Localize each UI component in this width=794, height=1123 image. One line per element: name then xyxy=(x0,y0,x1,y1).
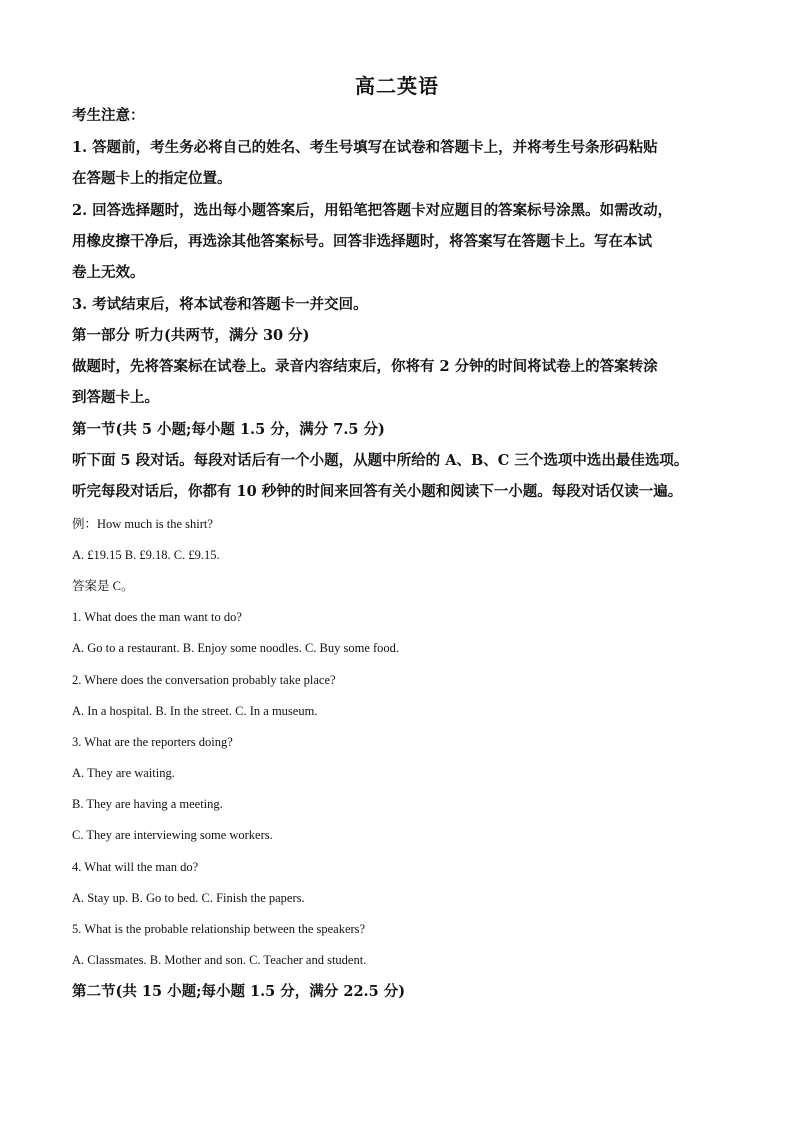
question-2: 2. Where does the conversation probably take place? xyxy=(72,673,336,687)
example-options: A. £19.15 B. £9.18. C. £9.15. xyxy=(72,548,220,562)
part1-instruction-1: 做题时，先将答案标在试卷上。录音内容结束后，你将有 2 分钟的时间将试卷上的答案转涂 xyxy=(72,358,658,375)
notice-line-4: 用橡皮擦干净后，再选涂其他答案标号。回答非选择题时，将答案写在答题卡上。写在本试 xyxy=(72,233,652,250)
section2-heading: 第二节(共 15 小题;每小题 1.5 分，满分 22.5 分) xyxy=(72,983,406,1000)
notice-line-3: 2. 回答选择题时，选出每小题答案后，用铅笔把答题卡对应题目的答案标号涂黑。如需改动， xyxy=(72,202,673,219)
section1-instruction-1: 听下面 5 段对话。每段对话后有一个小题，从题中所给的 A、B、C 三个选项中选出最佳选项。 xyxy=(72,452,689,469)
example-question: 例：How much is the shirt? xyxy=(72,517,213,531)
part1-instruction-2: 到答题卡上。 xyxy=(72,389,159,406)
question-3-option-c: C. They are interviewing some workers. xyxy=(72,828,273,842)
question-3: 3. What are the reporters doing? xyxy=(72,735,233,749)
notice-line-5: 卷上无效。 xyxy=(72,264,145,281)
question-3-option-b: B. They are having a meeting. xyxy=(72,797,223,811)
question-4-options: A. Stay up. B. Go to bed. C. Finish the papers. xyxy=(72,891,305,905)
notice-line-2: 在答题卡上的指定位置。 xyxy=(72,170,232,187)
question-1-options: A. Go to a restaurant. B. Enjoy some noodles. C. Buy some food. xyxy=(72,641,400,655)
page-title: 高二英语 xyxy=(355,74,439,98)
question-1: 1. What does the man want to do? xyxy=(72,610,242,624)
notice-line-1: 1. 答题前，考生务必将自己的姓名、考生号填写在试卷和答题卡上，并将考生号条形码粘贴 xyxy=(72,139,658,156)
section1-heading: 第一节(共 5 小题;每小题 1.5 分，满分 7.5 分) xyxy=(72,421,385,438)
notice-line-6: 3. 考试结束后，将本试卷和答题卡一并交回。 xyxy=(72,296,368,313)
notice-heading: 考生注意： xyxy=(72,107,145,124)
question-5: 5. What is the probable relationship between the speakers? xyxy=(72,922,366,936)
example-answer: 答案是 C。 xyxy=(72,579,134,593)
question-3-option-a: A. They are waiting. xyxy=(72,766,175,780)
part1-heading: 第一部分 听力(共两节，满分 30 分) xyxy=(72,327,310,344)
question-5-options: A. Classmates. B. Mother and son. C. Teacher and student. xyxy=(72,953,367,967)
question-2-options: A. In a hospital. B. In the street. C. In a museum. xyxy=(72,704,318,718)
question-4: 4. What will the man do? xyxy=(72,860,199,874)
section1-instruction-2: 听完每段对话后，你都有 10 秒钟的时间来回答有关小题和阅读下一小题。每段对话仅读一遍。 xyxy=(72,483,683,500)
